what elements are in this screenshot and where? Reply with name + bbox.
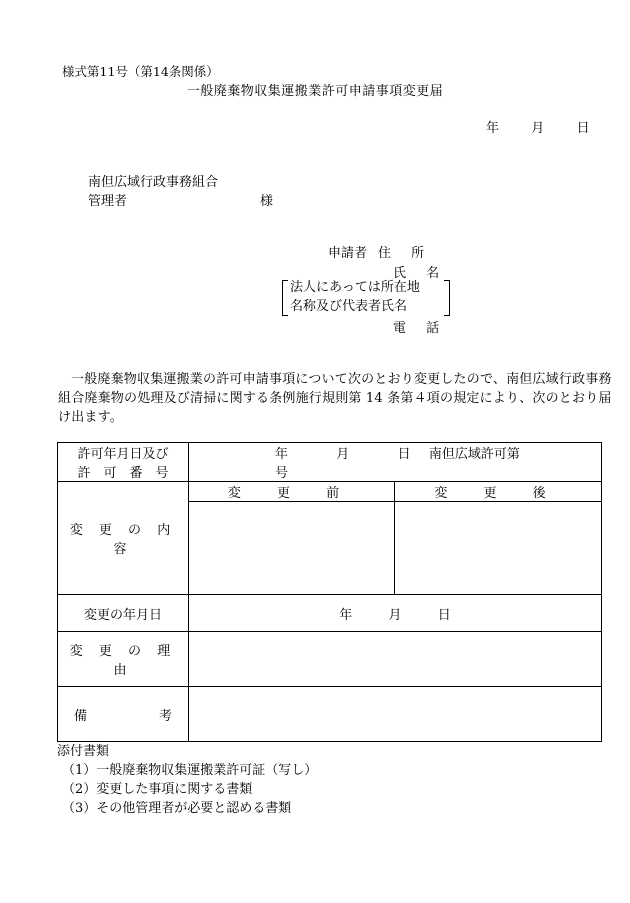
- remarks-label: [58, 687, 189, 742]
- before-content-field[interactable]: [189, 502, 395, 595]
- after-content-field[interactable]: [395, 502, 602, 595]
- remarks-label-2: 考: [158, 708, 172, 724]
- recipient-honorific: 様: [260, 194, 274, 209]
- corporate-note: [290, 278, 420, 316]
- reason-label: 変 更 の 理 由: [58, 632, 189, 687]
- permit-row: [58, 443, 602, 482]
- permit-month: 月: [336, 447, 350, 462]
- permit-label: [58, 443, 189, 482]
- date-month: 月: [531, 121, 545, 136]
- change-date-value[interactable]: [189, 595, 602, 632]
- corporate-note-line1: 法人にあっては所在地: [290, 280, 420, 295]
- change-day: 日: [437, 607, 451, 623]
- remarks-field[interactable]: [189, 687, 602, 742]
- applicant-label: 申請者: [328, 246, 368, 261]
- permit-number-suffix: 号: [275, 466, 289, 481]
- applicant-name-label: 氏 名: [393, 266, 448, 281]
- notification-body: 一般廃棄物収集運搬業の許可申請事項について次のとおり変更したので、南但広域行政事務組合廃棄物の処理及び清掃に関する条例施行規則第 14 条第４項の規定により、次のとおり届け出ます。: [58, 372, 612, 425]
- change-table: [57, 442, 602, 742]
- form-title: 一般廃棄物収集運搬業許可申請事項変更届: [186, 84, 444, 99]
- remarks-label-1: 備: [74, 708, 88, 724]
- submission-date: [486, 117, 590, 136]
- change-year: 年: [339, 607, 353, 623]
- permit-year: 年: [275, 447, 289, 462]
- bracket-left: [282, 280, 288, 316]
- applicant-phone-label: 電 話: [393, 321, 448, 336]
- attachment-item-1: （1）一般廃棄物収集運搬業許可証（写し）: [62, 763, 318, 778]
- permit-label-line1: 許可年月日及び: [77, 447, 169, 462]
- after-label: 変 更 後: [395, 482, 602, 502]
- change-content-header-row: [58, 482, 602, 502]
- before-label: 変 更 前: [189, 482, 395, 502]
- permit-label-line2: 許 可 番 号: [77, 466, 169, 481]
- permit-day: 日: [397, 447, 411, 462]
- reason-field[interactable]: [189, 632, 602, 687]
- attachment-item-2: （2）変更した事項に関する書類: [62, 782, 253, 797]
- form-number: 様式第11号（第14条関係）: [62, 64, 219, 79]
- change-date-row: [58, 595, 602, 632]
- attachment-item-3: （3）その他管理者が必要と認める書類: [62, 801, 292, 816]
- permit-value[interactable]: [189, 443, 602, 482]
- recipient-title: 管理者: [88, 194, 128, 209]
- change-month: 月: [388, 607, 402, 623]
- attachments-heading: 添付書類: [57, 744, 110, 759]
- change-date-label: 変更の年月日: [58, 595, 189, 632]
- recipient-organization: 南但広域行政事務組合: [88, 175, 219, 190]
- date-day: 日: [576, 121, 590, 136]
- change-content-label: 変 更 の 内 容: [58, 482, 189, 595]
- date-year: 年: [486, 121, 500, 136]
- corporate-note-line2: 名称及び代表者氏名: [290, 299, 408, 314]
- reason-row: [58, 632, 602, 687]
- applicant-address-label: 住 所: [378, 246, 433, 261]
- bracket-right: [444, 280, 450, 316]
- remarks-row: [58, 687, 602, 742]
- permit-number-prefix: 南但広域許可第: [428, 447, 520, 462]
